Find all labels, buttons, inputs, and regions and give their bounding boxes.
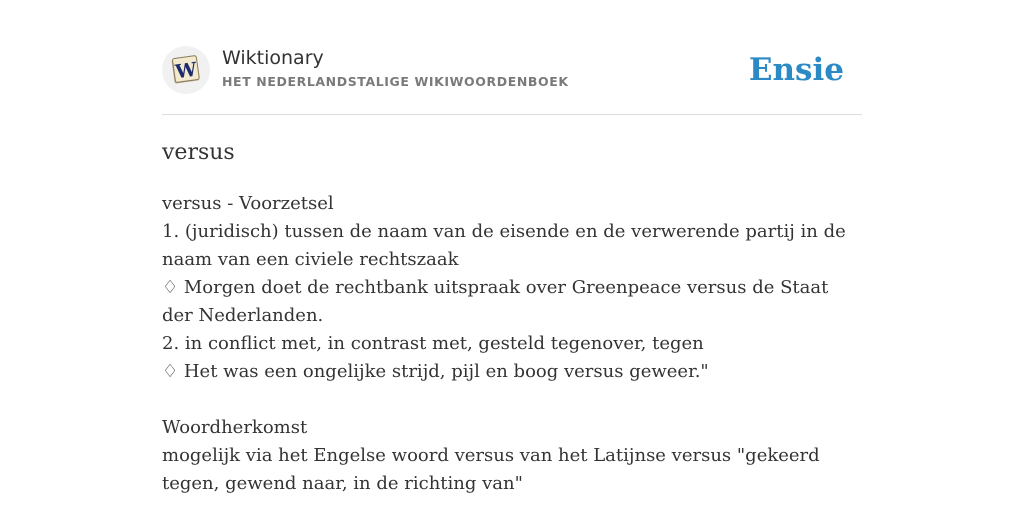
example-1: ♢ Morgen doet de rechtbank uitspraak over Greenpeace versus de Staat der Nederlanden.: [162, 277, 829, 326]
site-subtitle: HET NEDERLANDSTALIGE WIKIWOORDENBOEK: [222, 74, 569, 89]
example-2: ♢ Het was een ongelijke strijd, pijl en boog versus geweer.": [162, 361, 709, 382]
site-title[interactable]: Wiktionary: [222, 47, 324, 69]
site-header: [162, 46, 862, 115]
entry-title: versus: [162, 140, 235, 165]
etymology-text: mogelijk via het Engelse woord versus van het Latijnse versus "gekeerd tegen, gewend naar, in de richting van": [162, 445, 820, 494]
definition-1: 1. (juridisch) tussen de naam van de eisende en de verwerende partij in de naam van een civiele rechtszaak: [162, 221, 846, 270]
entry-content: [162, 190, 862, 498]
wiktionary-logo-icon[interactable]: [162, 46, 210, 94]
logo-tile: [169, 53, 203, 87]
definition-2: 2. in conflict met, in contrast met, gesteld tegenover, tegen: [162, 333, 704, 354]
etymology-heading: Woordherkomst: [162, 417, 308, 438]
part-of-speech-line: versus - Voorzetsel: [162, 193, 334, 214]
logo-letter: W: [174, 58, 199, 84]
spacer: [162, 386, 862, 414]
brand-link[interactable]: Ensie: [748, 52, 844, 88]
